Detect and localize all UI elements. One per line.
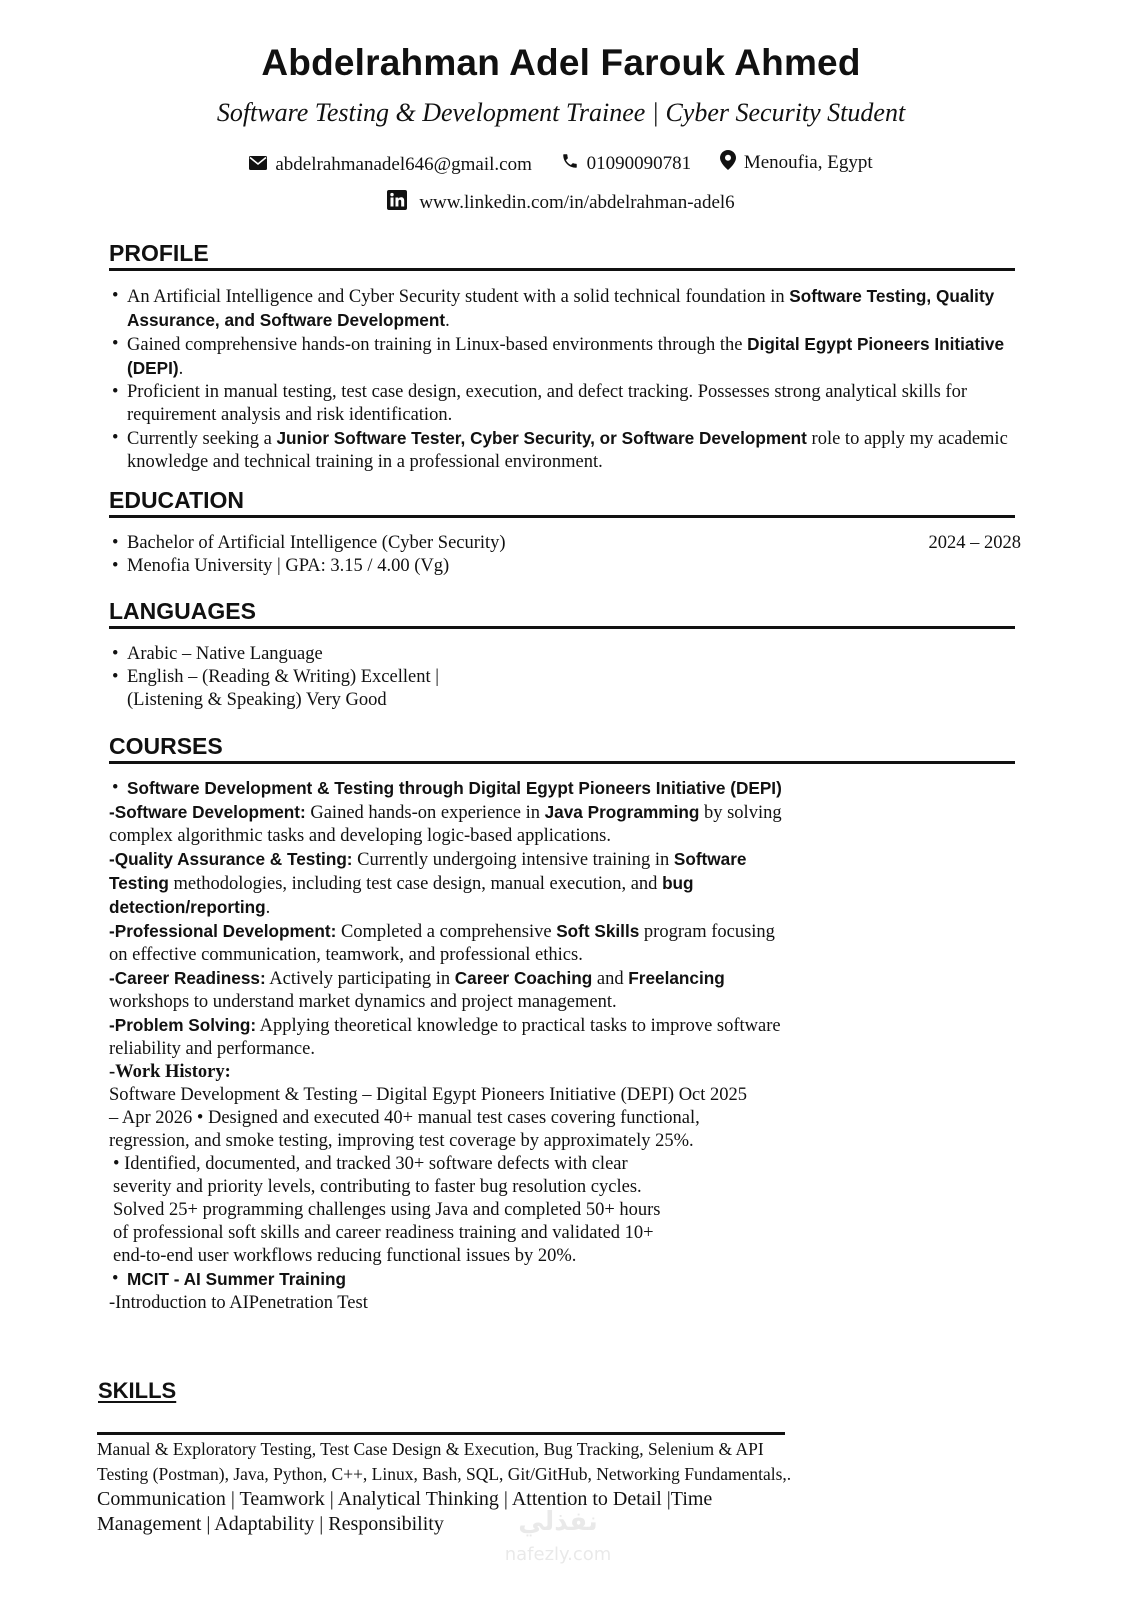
skills-divider — [97, 1432, 785, 1435]
contact-line — [0, 150, 1122, 176]
course-mcit-detail: -Introduction to AIPenetration Test — [109, 1293, 368, 1313]
language-arabic: • Arabic – Native Language — [109, 643, 1015, 666]
language-english: • English – (Reading & Writing) Excellent | (Listening & Speaking) Very Good — [109, 666, 1015, 712]
course-career-readiness: -Career Readiness: Actively participating in Career Coaching and Freelancing workshops to understand market dynamics and project management. — [109, 968, 725, 1012]
course-quality-assurance: -Quality Assurance & Testing: Currently undergoing intensive training in Software Testing methodologies, including test case design, manual execution, and bug detection/reporting. — [109, 849, 747, 918]
languages-heading: LANGUAGES — [109, 598, 256, 624]
nafezly-watermark — [488, 1500, 628, 1570]
education-section — [109, 532, 1021, 578]
courses-section — [109, 777, 789, 1315]
courses-heading: COURSES — [109, 733, 223, 759]
profile-divider — [109, 268, 1015, 271]
phone-text: 01090090781 — [586, 153, 692, 174]
profile-bullet-4: • Currently seeking a Junior Software Tester, Cyber Security, or Software Development role to apply my academic knowledge and technical training in a professional environment. — [109, 427, 1015, 474]
candidate-name: Abdelrahman Adel Farouk Ahmed — [261, 42, 861, 83]
profile-bullet-3: • Proficient in manual testing, test case design, execution, and defect tracking. Possesses strong analytical skills for requirement analysis and risk identification. — [109, 381, 1015, 427]
email-contact[interactable] — [249, 154, 532, 176]
profile-bullet-1: • An Artificial Intelligence and Cyber Security student with a solid technical foundation in Software Testing, Quality Assurance, and Software Development. — [109, 285, 1015, 333]
map-pin-icon — [720, 150, 736, 176]
skills-section — [97, 1437, 797, 1537]
languages-divider — [109, 626, 1015, 629]
linkedin-text: www.linkedin.com/in/abdelrahman-adel6 — [419, 192, 735, 213]
profile-section — [109, 285, 1015, 474]
phone-contact[interactable] — [561, 152, 692, 176]
candidate-subtitle: Software Testing & Development Trainee | Cyber Security Student — [216, 98, 906, 127]
technical-skills: Manual & Exploratory Testing, Test Case Design & Execution, Bug Tracking, Selenium & API Testing (Postman), Java, Python, C++, Linux, Bash, SQL, Git/GitHub, Networking Fundamentals,. — [97, 1439, 792, 1484]
soft-skills: Communication | Teamwork | Analytical Thinking | Attention to Detail |Time Management | Adaptability | Responsibility — [97, 1488, 713, 1535]
linkedin-icon — [387, 190, 407, 216]
watermark-latin-text: nafezly.com — [504, 1544, 612, 1565]
location-text: Menoufia, Egypt — [743, 152, 873, 173]
education-degree: • Bachelor of Artificial Intelligence (Cyber Security) 2024 – 2028 — [109, 532, 1015, 555]
watermark-arabic-text: نفذلي — [518, 1507, 598, 1537]
course-problem-solving: -Problem Solving: Applying theoretical knowledge to practical tasks to improve software reliability and performance. — [109, 1015, 781, 1059]
course-professional-development: -Professional Development: Completed a comprehensive Soft Skills program focusing on effective communication, teamwork, and professional ethics. — [109, 921, 775, 965]
education-years: 2024 – 2028 — [928, 533, 1021, 553]
email-text: abdelrahmanadel646@gmail.com — [275, 154, 532, 175]
course-software-development: -Software Development: Gained hands-on experience in Java Programming by solving complex algorithmic tasks and developing logic-based applications. — [109, 802, 782, 846]
education-university: • Menofia University | GPA: 3.15 / 4.00 (Vg) — [109, 555, 1015, 578]
education-heading: EDUCATION — [109, 487, 245, 513]
course-mcit: • MCIT - AI Summer Training — [109, 1268, 789, 1292]
envelope-icon — [249, 154, 267, 176]
work-history-label: -Work History: — [109, 1062, 231, 1082]
work-history-text-2: • Identified, documented, and tracked 30+ software defects with clear severity and priority levels, contributing to faster bug resolution cycles. Solved 25+ programming challenges using Java and completed 50+ hours of professional soft skills and career readiness training and validated 10+ end-to-end user workflows reducing functional issues by 20%. — [113, 1154, 661, 1266]
phone-icon — [561, 152, 579, 176]
education-divider — [109, 515, 1015, 518]
profile-heading: PROFILE — [109, 240, 209, 266]
course-depi: • Software Development & Testing through Digital Egypt Pioneers Initiative (DEPI) — [109, 777, 789, 801]
work-history-text: Software Development & Testing – Digital Egypt Pioneers Initiative (DEPI) Oct 2025 – Apr 2026 • Designed and executed 40+ manual test cases covering functional, regression, and smoke testing, improving test coverage by approximately 25%. — [109, 1085, 748, 1151]
profile-bullet-2: • Gained comprehensive hands-on training in Linux-based environments through the Digital Egypt Pioneers Initiative (DEPI). — [109, 333, 1015, 381]
linkedin-line — [0, 190, 1122, 216]
courses-divider — [109, 761, 1015, 764]
linkedin-contact[interactable] — [387, 190, 734, 216]
languages-section — [109, 643, 1015, 712]
skills-heading: SKILLS — [98, 1378, 177, 1403]
location-contact — [720, 150, 873, 176]
